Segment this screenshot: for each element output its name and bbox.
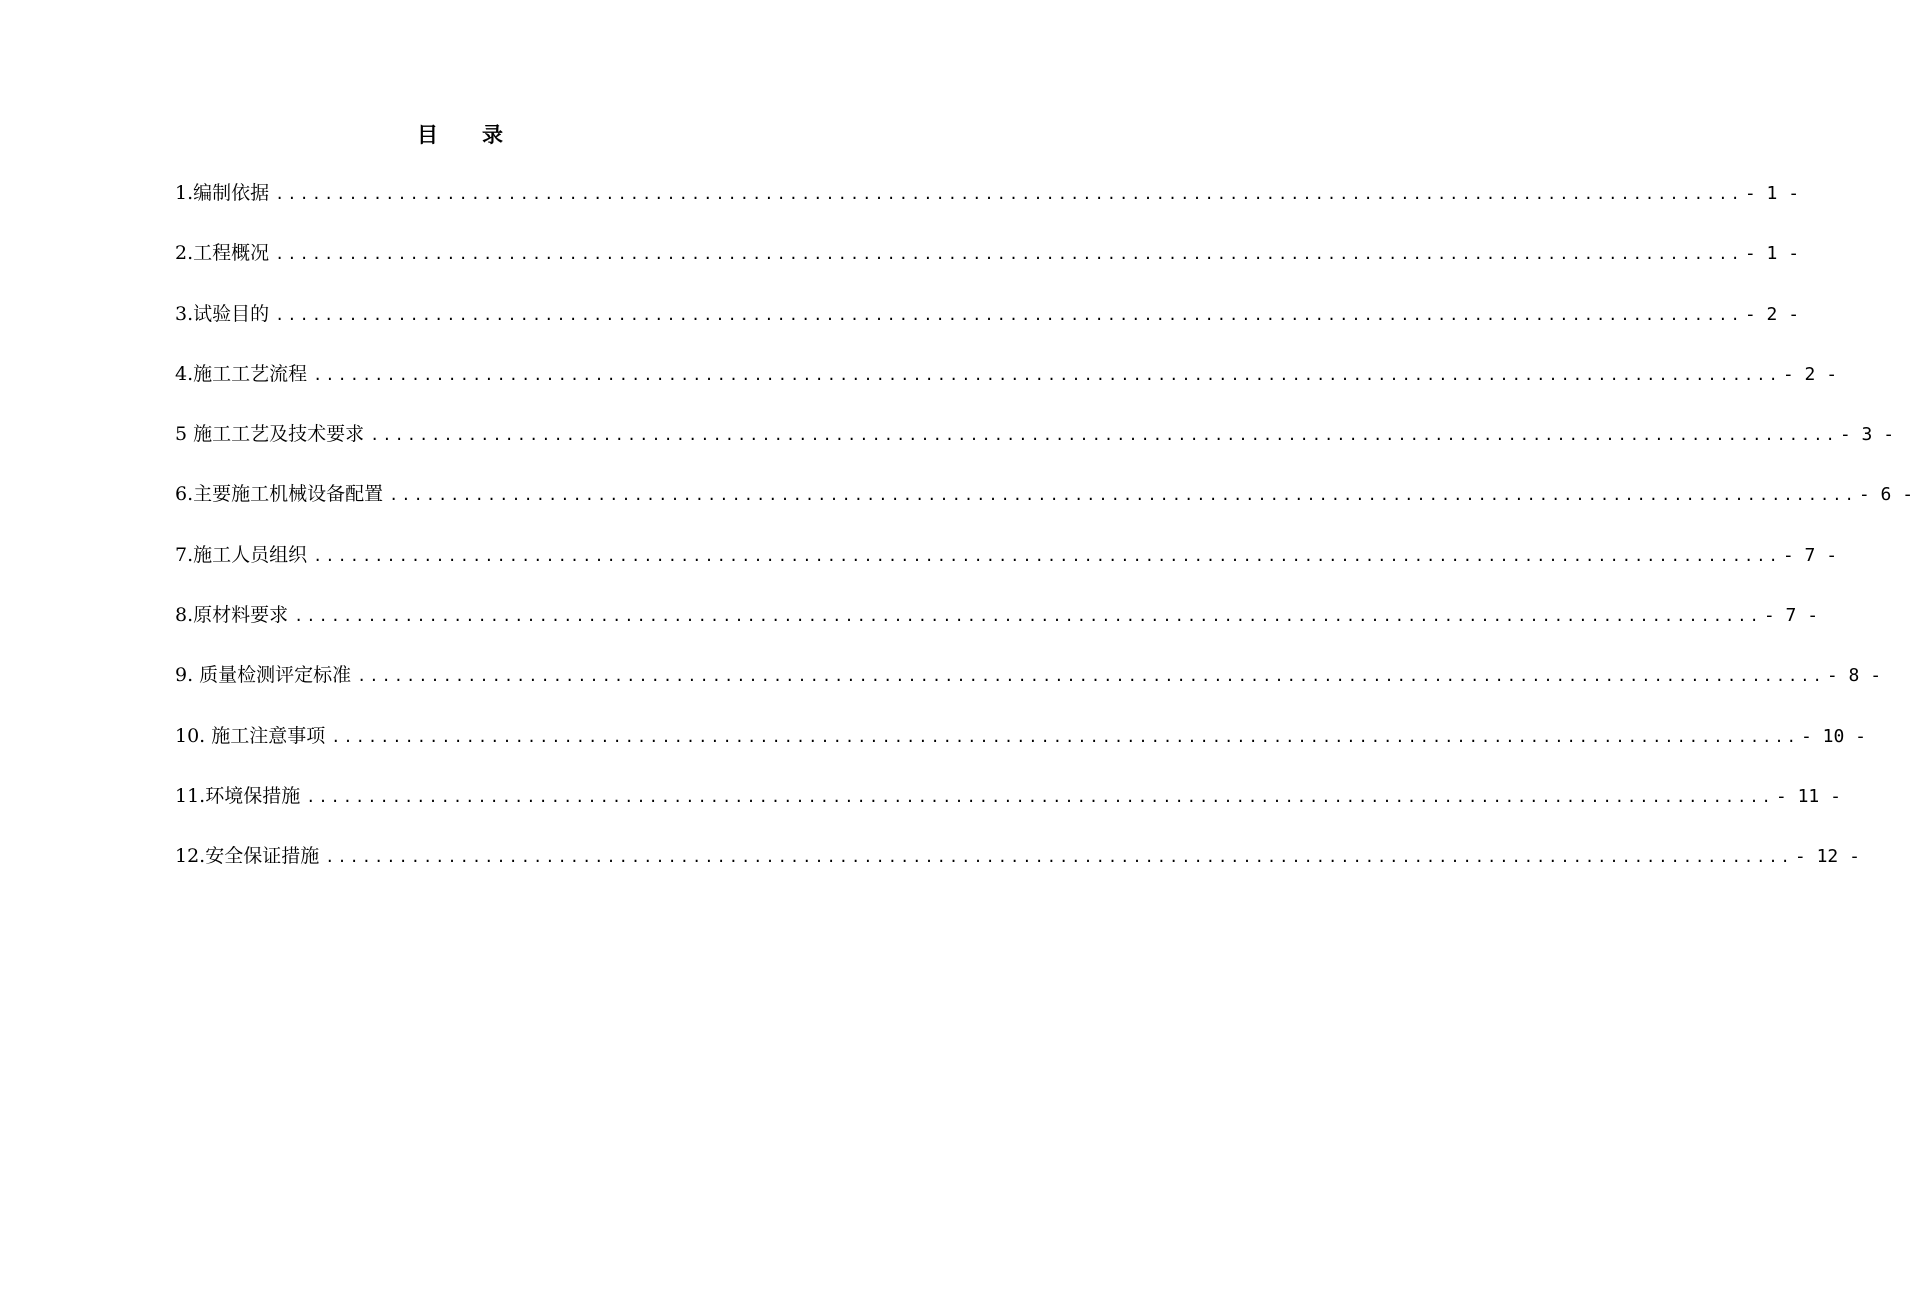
toc-list [175,178,1913,902]
toc-entry-label: 2.工程概况 [175,242,270,265]
toc-leader-dots: ........................................................................................................................ [275,185,1743,203]
toc-entry[interactable] [175,540,1838,600]
toc-entry[interactable] [175,660,1882,720]
toc-title [0,119,920,149]
toc-entry-label: 9. 质量检测评定标准 [175,664,352,687]
toc-leader-dots: ........................................................................................................................ [313,365,1781,384]
toc-entry[interactable] [175,479,1913,539]
toc-entry-page: - 11 - [1775,785,1841,807]
toc-entry[interactable] [175,359,1838,419]
toc-entry-page: - 1 - [1744,243,1800,265]
toc-entry-page: - 6 - [1858,484,1913,506]
toc-entry-page: - 1 - [1744,183,1800,204]
toc-leader-dots: ........................................................................................................................ [325,848,1793,867]
toc-entry[interactable] [175,419,1895,479]
toc-entry-page: - 2 - [1782,363,1838,385]
toc-entry-page: - 7 - [1782,544,1838,566]
toc-leader-dots: ........................................................................................................................ [306,787,1774,806]
toc-entry-label: 10. 施工注意事项 [175,724,326,747]
toc-entry[interactable] [175,721,1866,781]
toc-leader-dots: ........................................................................................................................ [313,546,1781,565]
toc-entry-page: - 7 - [1763,605,1819,627]
toc-entry[interactable] [175,178,1800,238]
toc-title-left: 目 [417,123,438,147]
toc-entry-label: 1.编制依据 [175,182,270,204]
toc-entry-label: 3.试验目的 [175,302,270,325]
toc-entry-page: - 10 - [1800,725,1866,747]
toc-entry-page: - 12 - [1794,846,1860,868]
toc-entry-label: 5 施工工艺及技术要求 [175,423,365,446]
toc-leader-dots: ........................................................................................................................ [275,305,1743,324]
toc-leader-dots: ........................................................................................................................ [370,426,1838,445]
toc-entry-label: 11.环境保措施 [175,784,301,807]
toc-entry-label: 12.安全保证措施 [175,845,320,868]
toc-entry[interactable] [175,841,1860,901]
toc-entry-label: 7.施工人员组织 [175,543,308,566]
toc-leader-dots: ........................................................................................................................ [389,486,1857,505]
toc-entry-page: - 2 - [1744,303,1800,325]
toc-title-right: 录 [482,123,503,147]
toc-entry[interactable] [175,600,1819,660]
toc-entry-label: 4.施工工艺流程 [175,362,308,385]
toc-entry[interactable] [175,781,1841,841]
toc-entry-label: 8.原材料要求 [175,604,289,627]
toc-entry[interactable] [175,238,1800,298]
toc-leader-dots: ........................................................................................................................ [294,607,1762,626]
toc-leader-dots: ........................................................................................................................ [275,245,1743,264]
toc-leader-dots: ........................................................................................................................ [331,727,1799,746]
toc-entry-label: 6.主要施工机械设备配置 [175,483,384,506]
toc-entry-page: - 3 - [1839,424,1895,446]
toc-leader-dots: ........................................................................................................................ [357,667,1825,686]
toc-entry-page: - 8 - [1826,665,1882,687]
toc-entry[interactable] [175,299,1800,359]
